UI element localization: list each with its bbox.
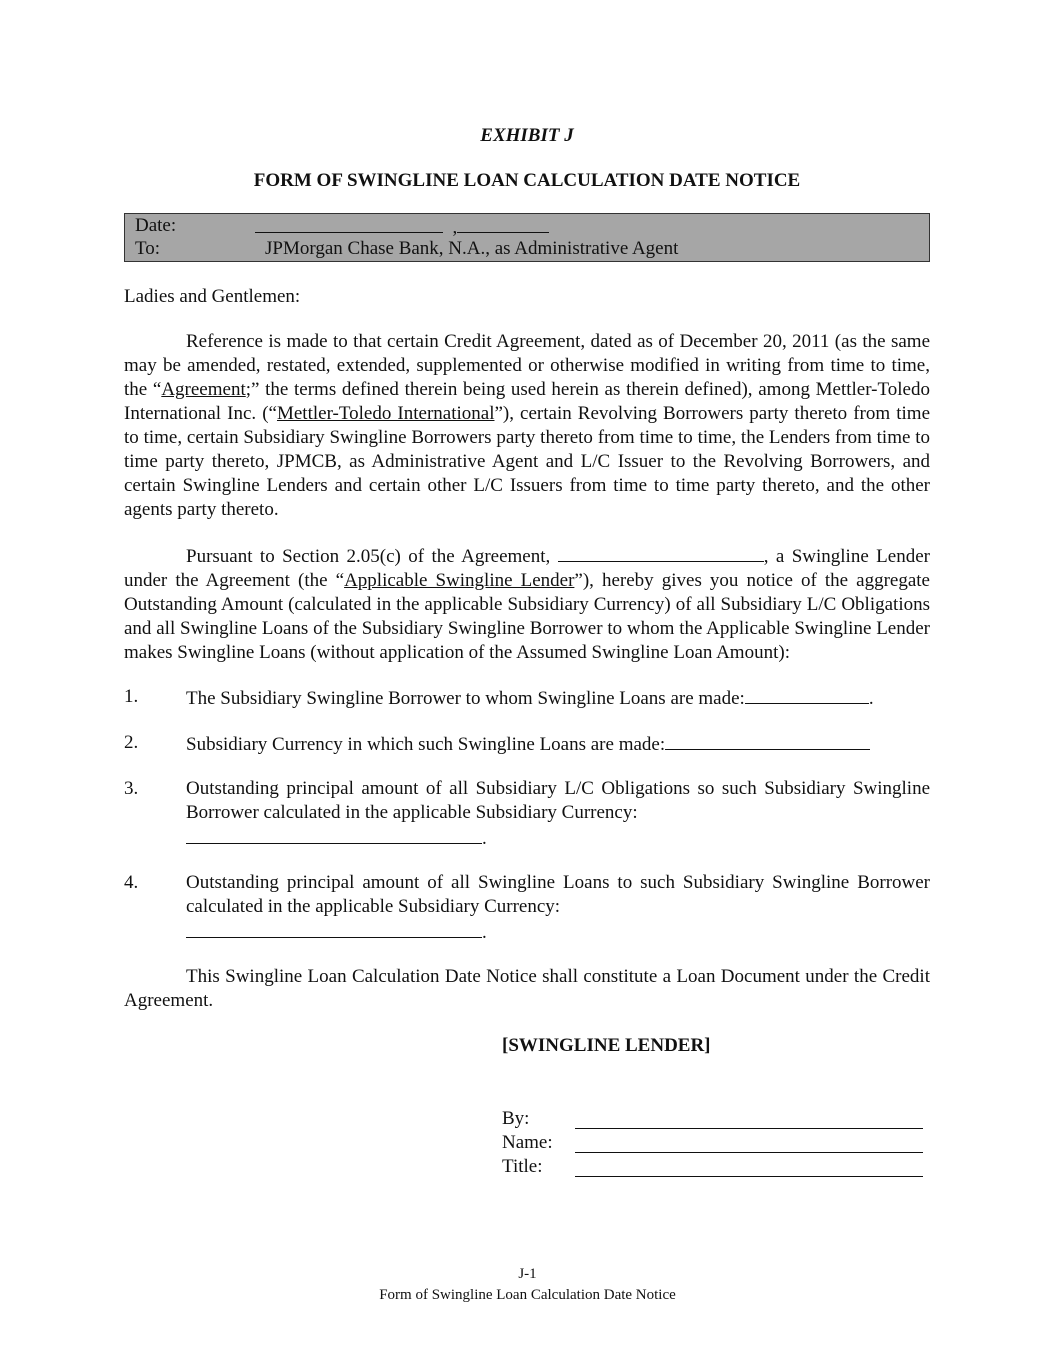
p1-text-a: Reference is made to that certain Credit Agreement, dated as of December 20, 2011 (as the same may be amended, restated, extended, supplemented or otherwise modified in writing from time to time, the “	[124, 331, 930, 400]
loan-amount-blank	[186, 919, 482, 938]
item-number: 4.	[124, 872, 139, 893]
by-label: By:	[502, 1108, 530, 1129]
lc-amount-blank	[186, 825, 482, 844]
name-row	[502, 1131, 930, 1155]
salutation: Ladies and Gentlemen:	[124, 286, 301, 307]
date-row	[135, 214, 919, 237]
item-number: 3.	[124, 778, 139, 799]
list-item-1	[124, 685, 930, 711]
date-blank: ,	[255, 214, 919, 237]
page-footer	[0, 1264, 1055, 1306]
p2-text-a: Pursuant to Section 2.05(c) of the Agreement,	[186, 546, 558, 567]
item-1-text: The Subsidiary Swingline Borrower to whom Swingline Loans are made:	[186, 688, 745, 709]
address-box	[124, 213, 930, 262]
list-item-2	[124, 731, 930, 757]
p2-text-c: ”), hereby gives you notice of the aggregate Outstanding Amount (calculated in the applicable Subsidiary Currency) of all Subsidiary L/C Obligations and all Swingline Loans of the Subsidiary Swingline Borrower to whom the Applicable Swingline Lender makes Swingline Loans (without application of the Assumed Swingline Loan Amount):	[124, 570, 930, 663]
to-row	[135, 237, 919, 260]
date-blank-line	[255, 214, 443, 233]
item-4-text: Outstanding principal amount of all Swingline Loans to such Subsidiary Swingline Borrower calculated in the applicable Subsidiary Currency:	[186, 872, 930, 917]
signature-title: [SWINGLINE LENDER]	[502, 1035, 711, 1056]
lender-name-blank	[558, 543, 764, 562]
year-blank-line	[457, 214, 549, 233]
exhibit-label: EXHIBIT J	[480, 125, 574, 146]
p1-text-b: ;” the terms defined therein being used herein as therein defined), among Mettler-Toledo International Inc. (“	[124, 379, 930, 424]
item-3-text: Outstanding principal amount of all Subsidiary L/C Obligations so such Subsidiary Swingline Borrower calculated in the applicable Subsidiary Currency:	[186, 778, 930, 823]
name-label: Name:	[502, 1132, 553, 1153]
by-line	[575, 1107, 923, 1129]
borrower-blank	[745, 685, 869, 704]
signature-block	[502, 1034, 930, 1179]
title-line	[575, 1155, 923, 1177]
title-row	[502, 1155, 930, 1179]
title-label: Title:	[502, 1156, 543, 1177]
footer-caption: Form of Swingline Loan Calculation Date Notice	[379, 1287, 676, 1303]
document-page	[124, 124, 930, 1179]
closing-paragraph: This Swingline Loan Calculation Date Notice shall constitute a Loan Document under the Credit Agreement.	[124, 966, 930, 1011]
term-agreement: Agreement	[161, 379, 246, 400]
by-row	[502, 1107, 930, 1131]
item-2-text: Subsidiary Currency in which such Swingline Loans are made:	[186, 734, 666, 755]
p2-text-b: , a Swingline Lender under the Agreement (the “	[124, 546, 930, 591]
to-label: To:	[135, 238, 161, 259]
item-text: Outstanding principal amount of all Subsidiary L/C Obligations so such Subsidiary Swingline Borrower calculated in the applicable Subsidiary Currency: .	[186, 778, 930, 849]
paragraph-pursuant	[124, 543, 930, 665]
list-item-3	[124, 777, 930, 851]
list-item-4	[124, 871, 930, 945]
item-number: 2.	[124, 732, 139, 753]
item-number: 1.	[124, 686, 139, 707]
item-text: Outstanding principal amount of all Swingline Loans to such Subsidiary Swingline Borrower calculated in the applicable Subsidiary Currency: .	[186, 872, 930, 943]
term-mettler-toledo: Mettler-Toledo International	[276, 403, 495, 424]
term-applicable-swingline-lender: Applicable Swingline Lender	[344, 570, 575, 591]
name-line	[575, 1131, 923, 1153]
item-text: The Subsidiary Swingline Borrower to whom Swingline Loans are made: .	[186, 685, 930, 711]
paragraph-reference	[124, 330, 930, 522]
to-value: JPMorgan Chase Bank, N.A., as Administrative Agent	[265, 238, 679, 259]
item-text	[186, 731, 930, 757]
p1-text-c: ”), certain Revolving Borrowers party thereto from time to time, certain Subsidiary Swingline Borrowers party thereto from time to time, the Lenders from time to time party thereto, JPMCB, as Administrative Agent and L/C Issuer to the Revolving Borrowers, and certain Swingline Lenders and certain other L/C Issuers from time to time party thereto, and the other agents party thereto.	[124, 403, 930, 520]
currency-blank	[665, 731, 870, 750]
document-title: FORM OF SWINGLINE LOAN CALCULATION DATE NOTICE	[253, 170, 801, 191]
date-label: Date:	[135, 215, 177, 236]
page-number: J-1	[518, 1266, 537, 1282]
